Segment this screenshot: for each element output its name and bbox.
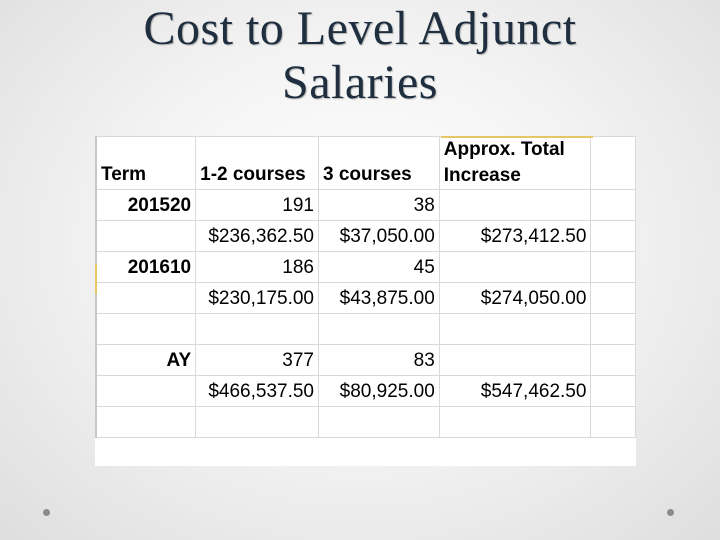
decorative-dot-right [667, 509, 674, 516]
courses-1-2-cell: 377 [196, 345, 319, 376]
table-row [96, 221, 636, 252]
courses-3-cell [319, 314, 440, 345]
column-selection-marker [441, 136, 593, 138]
decorative-dot-left [43, 509, 50, 516]
table-row [96, 345, 636, 376]
header-3-courses: 3 courses [319, 137, 440, 190]
header-total-line-2: Increase [443, 165, 521, 186]
empty-cell [591, 190, 636, 221]
courses-3-cell: 38 [319, 190, 440, 221]
courses-3-cell: $80,925.00 [319, 376, 440, 407]
courses-1-2-cell: $236,362.50 [196, 221, 319, 252]
table-row [96, 376, 636, 407]
courses-3-cell: $37,050.00 [319, 221, 440, 252]
empty-cell [591, 137, 636, 190]
cell-selection-marker [95, 264, 97, 294]
term-cell [96, 407, 196, 438]
total-cell: $274,050.00 [439, 283, 591, 314]
total-cell: $273,412.50 [439, 221, 591, 252]
empty-cell [591, 283, 636, 314]
empty-cell [591, 252, 636, 283]
slide-title-line-2: Salaries [282, 56, 438, 109]
header-1-2-courses: 1-2 courses [196, 137, 319, 190]
term-cell [96, 221, 196, 252]
term-cell [96, 376, 196, 407]
term-cell: 201520 [96, 190, 196, 221]
empty-cell [591, 221, 636, 252]
table-row [96, 190, 636, 221]
term-cell: AY [96, 345, 196, 376]
header-term: Term [96, 137, 196, 190]
total-cell: $547,462.50 [439, 376, 591, 407]
courses-3-cell: 83 [319, 345, 440, 376]
term-cell: 201610 [96, 252, 196, 283]
courses-1-2-cell: 186 [196, 252, 319, 283]
table-header-row [96, 137, 636, 190]
courses-3-cell [319, 407, 440, 438]
empty-cell [591, 314, 636, 345]
total-cell [439, 190, 591, 221]
total-cell [439, 345, 591, 376]
total-cell [439, 314, 591, 345]
spreadsheet-image [95, 136, 636, 466]
table-row [96, 283, 636, 314]
slide-title [0, 2, 720, 110]
header-total-line-1: Approx. Total [443, 139, 565, 160]
term-cell [96, 283, 196, 314]
table-row [96, 252, 636, 283]
table-row [96, 407, 636, 438]
courses-1-2-cell [196, 314, 319, 345]
empty-cell [591, 376, 636, 407]
empty-cell [591, 345, 636, 376]
total-cell [439, 407, 591, 438]
total-cell [439, 252, 591, 283]
term-cell [96, 314, 196, 345]
slide-title-line-1: Cost to Level Adjunct [143, 2, 577, 55]
courses-1-2-cell: $466,537.50 [196, 376, 319, 407]
courses-3-cell: $43,875.00 [319, 283, 440, 314]
header-total-increase [439, 137, 591, 190]
table-row [96, 314, 636, 345]
courses-1-2-cell [196, 407, 319, 438]
salary-table [95, 136, 636, 438]
courses-1-2-cell: 191 [196, 190, 319, 221]
courses-1-2-cell: $230,175.00 [196, 283, 319, 314]
empty-cell [591, 407, 636, 438]
courses-3-cell: 45 [319, 252, 440, 283]
